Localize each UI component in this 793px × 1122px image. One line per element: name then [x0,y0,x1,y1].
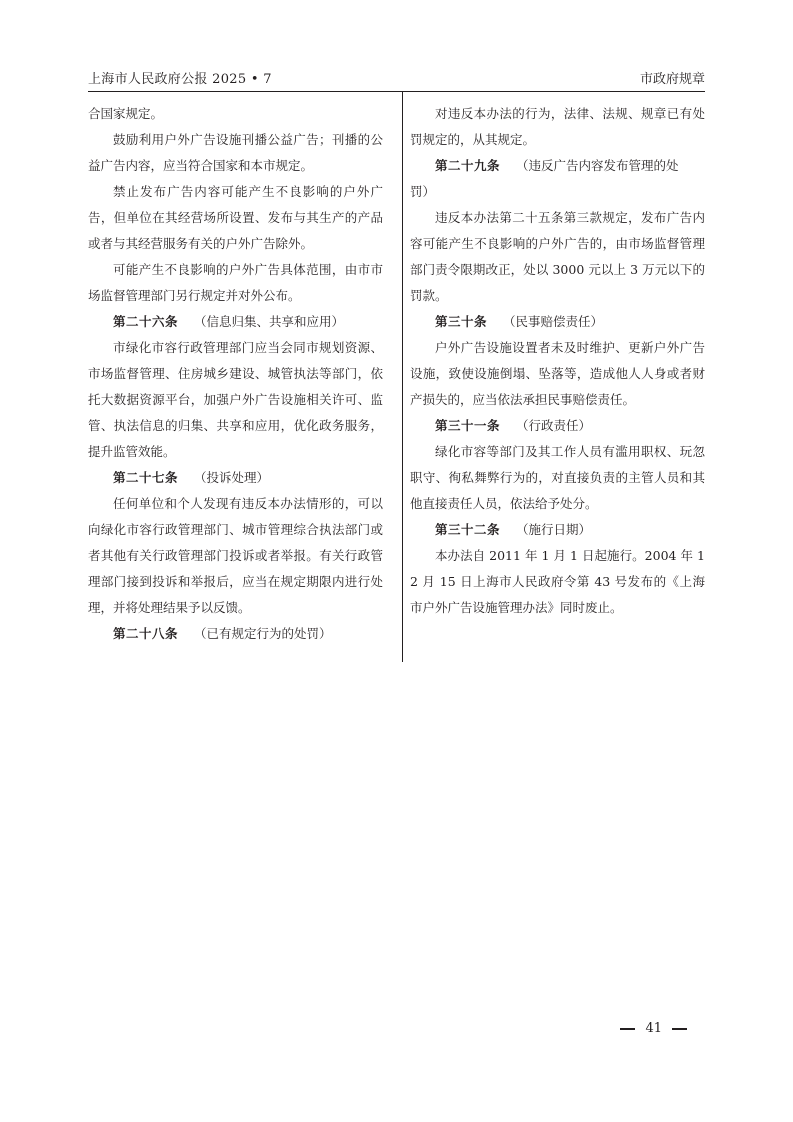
article-heading-27 [88,465,383,491]
paragraph: 绿化市容等部门及其工作人员有滥用职权、玩忽职守、徇私舞弊行为的，对直接负责的主管人员和其他直接责任人员，依法给予处分。 [410,444,705,511]
article-number: 第二十九条 [435,158,501,173]
journal-title: 上海市人民政府公报 2025 • 7 [88,72,272,87]
paragraph: 市绿化市容行政管理部门应当会同市规划资源、市场监督管理、住房城乡建设、城管执法等部门，依托大数据资源平台，加强户外广告设施相关许可、监管、执法信息的归集、共享和应用，优化政务服务，提升监管效能。 [88,340,383,459]
paragraph: 本办法自 2011 年 1 月 1 日起施行。2004 年 12 月 15 日上海市人民政府令第 43 号发布的《上海市户外广告设施管理办法》同时废止。 [410,548,705,615]
page-number-footer [610,1021,697,1036]
column-divider [402,92,403,662]
article-title: （信息归集、共享和应用） [194,314,345,329]
article-number: 第二十八条 [113,626,179,641]
article-number: 第三十二条 [435,522,501,537]
article-heading-31 [410,413,705,439]
dash-left [620,1028,635,1030]
article-heading-26 [88,309,383,335]
article-number: 第三十条 [435,314,488,329]
right-column [410,101,705,621]
header-rule [88,91,705,92]
article-title: （违反广告内容发布管理的处 [516,158,679,173]
article-number: 第二十七条 [113,470,179,485]
article-number: 第三十一条 [435,418,501,433]
article-title-continued: 罚） [410,184,436,199]
article-title: （民事赔偿责任） [503,314,604,329]
section-title: 市政府规章 [639,72,705,87]
paragraph: 任何单位和个人发现有违反本办法情形的，可以向绿化市容行政管理部门、城市管理综合执法部门或者其他有关行政管理部门投诉或者举报。有关行政管理部门接到投诉和举报后，应当在规定期限内进行处理，并将处理结果予以反馈。 [88,496,383,615]
paragraph: 对违反本办法的行为，法律、法规、规章已有处罚规定的，从其规定。 [410,106,705,147]
paragraph-continued: 合国家规定。 [88,106,164,121]
paragraph: 户外广告设施设置者未及时维护、更新户外广告设施，致使设施倒塌、坠落等，造成他人人身或者财产损失的，应当依法承担民事赔偿责任。 [410,340,705,407]
page-number: 41 [645,1021,662,1036]
paragraph: 可能产生不良影响的户外广告具体范围，由市市场监督管理部门另行规定并对外公布。 [88,262,383,303]
paragraph: 禁止发布广告内容可能产生不良影响的户外广告，但单位在其经营场所设置、发布与其生产的产品或者与其经营服务有关的户外广告除外。 [88,184,383,251]
article-title: （行政责任） [516,418,592,433]
left-column [88,101,383,647]
article-heading-30 [410,309,705,335]
article-heading-32 [410,517,705,543]
article-title: （已有规定行为的处罚） [194,626,332,641]
article-title: （投诉处理） [194,470,270,485]
article-heading-29 [410,153,705,179]
article-heading-28 [88,621,383,647]
article-title: （施行日期） [516,522,592,537]
paragraph: 违反本办法第二十五条第三款规定，发布广告内容可能产生不良影响的户外广告的，由市场监督管理部门责令限期改正，处以 3000 元以上 3 万元以下的罚款。 [410,210,705,303]
paragraph: 鼓励利用户外广告设施刊播公益广告；刊播的公益广告内容，应当符合国家和本市规定。 [88,132,383,173]
dash-right [672,1028,687,1030]
article-number: 第二十六条 [113,314,179,329]
